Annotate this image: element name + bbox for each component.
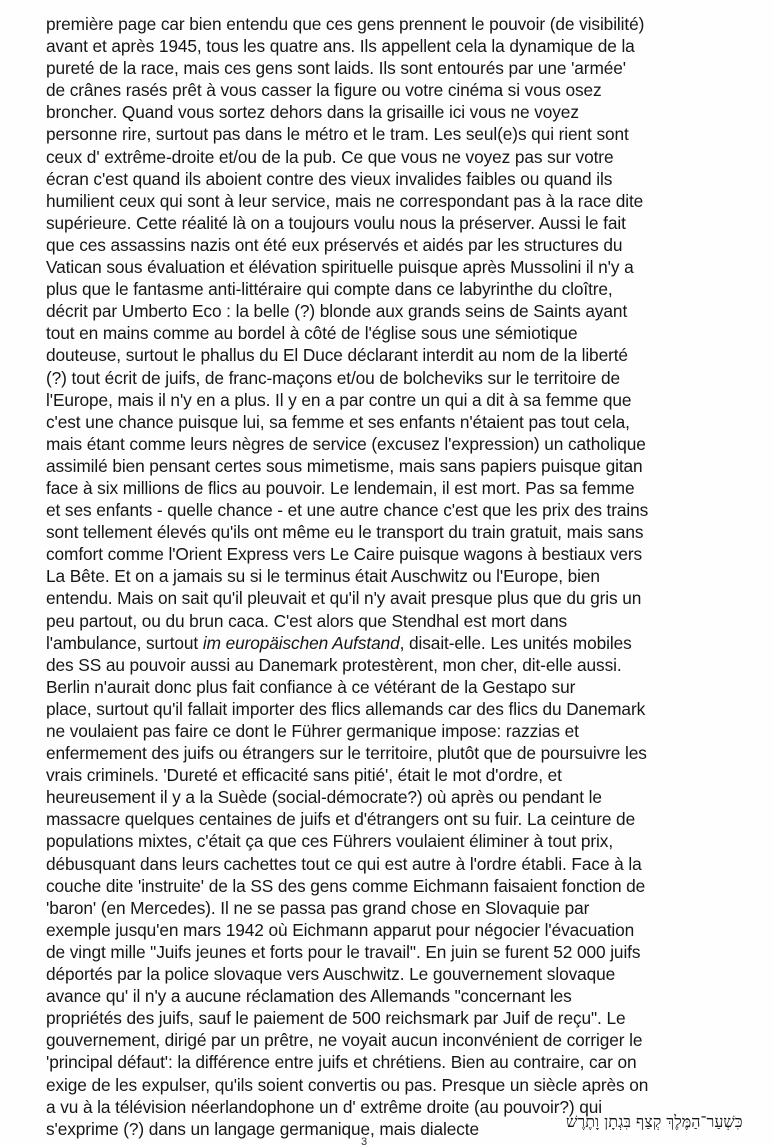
text-line [46, 565, 766, 587]
text-line-content: ceux d' extrême-droite et/ou de la pub. Ce que vous ne voyez pas sur votre [46, 146, 614, 167]
text-line [46, 256, 766, 278]
text-line [46, 146, 766, 168]
text-line [46, 13, 766, 35]
text-line-content: peu partout, ou du brun caca. C'est alors que Stendhal est mort dans [46, 610, 568, 631]
text-line [46, 632, 766, 654]
text-line-content: et ses enfants - quelle chance - et une autre chance c'est que les prix des trains [46, 500, 649, 521]
text-line-content: mais étant comme leurs nègres de service (excusez l'expression) un catholique [46, 433, 646, 454]
text-line-content: de crânes rasés prêt à vous casser la figure ou votre cinéma si vous osez [46, 80, 602, 101]
text-line [46, 764, 766, 786]
text-line-content: exige de les expulser, qu'ils soient convertis ou pas. Presque un siècle après on [46, 1074, 649, 1095]
text-line-content: que ces assassins nazis ont été eux préservés et aidés par les structures du [46, 234, 623, 255]
text-line [46, 543, 766, 565]
text-line-content: des SS au pouvoir aussi au Danemark protestèrent, mon cher, dit-elle aussi. [46, 654, 622, 675]
text-line-content: a vu à la télévision néerlandophone un d' extrême droite (au pouvoir?) qui [46, 1096, 602, 1117]
text-line-content: personne rire, surtout pas dans le métro et le tram. Les seul(e)s qui rient sont [46, 124, 629, 145]
text-line [46, 786, 766, 808]
text-line [46, 587, 766, 609]
text-line [46, 963, 766, 985]
text-line [46, 985, 766, 1007]
text-line-content: broncher. Quand vous sortez dehors dans la grisaille ici vous ne voyez [46, 102, 579, 123]
text-line-content: vrais criminels. 'Dureté et efficacité sans pitié', était le mot d'ordre, et [46, 765, 562, 786]
text-line [46, 1007, 766, 1029]
text-line [46, 433, 766, 455]
text-line-content: face à six millions de flics au pouvoir. Le lendemain, il est mort. Pas sa femme [46, 477, 635, 498]
text-line [46, 742, 766, 764]
text-line-content: enfermement des juifs ou étrangers sur le territoire, plutôt que de poursuivre les [46, 743, 647, 764]
text-line-content: de vingt mille "Juifs jeunes et forts pour le travail". En juin se furent 52 000 juifs [46, 941, 641, 962]
text-line [46, 654, 766, 676]
text-line [46, 521, 766, 543]
text-line [46, 79, 766, 101]
text-line-content: propriétés des juifs, sauf le paiement de 500 reichsmark par Juif de reçu". Le [46, 1008, 626, 1029]
text-line [46, 499, 766, 521]
text-line-content: plus que le fantasme anti-littéraire qui compte dans ce labyrinthe du cloître, [46, 279, 613, 300]
text-line-content: humilient ceux qui sont à leur service, mais ne correspondant pas à la race dite [46, 190, 644, 211]
page-number: 3 [361, 1136, 368, 1148]
text-line [46, 720, 766, 742]
text-line-content: 'baron' (en Mercedes). Il ne se passa pas grand chose en Slovaquie par [46, 897, 590, 918]
text-line [46, 123, 766, 145]
text-line [46, 367, 766, 389]
text-line [46, 875, 766, 897]
text-line [46, 477, 766, 499]
text-line [46, 897, 766, 919]
text-line-content: supérieure. Cette réalité là on a toujours voulu nous la préserver. Aussi le fait [46, 212, 626, 233]
text-line-content: Vatican sous évaluation et élévation spirituelle puisque après Mussolini il n'y a [46, 257, 634, 278]
text-line [46, 698, 766, 720]
text-line-content: s'exprime (?) dans un langage germanique, mais dialecte [46, 1118, 479, 1139]
text-line-content: 'principal défaut': la différence entre juifs et chrétiens. Bien au contraire, car on [46, 1052, 637, 1073]
text-line [46, 389, 766, 411]
text-line [46, 212, 766, 234]
text-line [46, 322, 766, 344]
text-line-content: l'ambulance, surtout [46, 632, 203, 653]
text-line-content: première page car bien entendu que ces gens prennent le pouvoir (de visibilité) [46, 14, 645, 34]
text-line-content: (?) tout écrit de juifs, de franc-maçons et/ou de bolcheviks sur le territoire de [46, 367, 620, 388]
text-line [46, 101, 766, 123]
text-line [46, 941, 766, 963]
text-line [46, 610, 766, 632]
text-line [46, 300, 766, 322]
text-line [46, 1074, 766, 1096]
text-line-content: avant et après 1945, tous les quatre ans. Ils appellent cela la dynamique de la [46, 36, 635, 57]
text-line-content: Berlin n'aurait donc plus fait confiance à ce vétérant de la Gestapo sur [46, 676, 576, 697]
text-line [46, 168, 766, 190]
text-line-content: déportés par la police slovaque vers Auschwitz. Le gouvernement slovaque [46, 964, 616, 985]
text-line [46, 344, 766, 366]
text-line-content: comfort comme l'Orient Express vers Le Caire puisque wagons à bestiaux vers [46, 544, 643, 565]
text-line [46, 853, 766, 875]
text-line [46, 919, 766, 941]
text-line [46, 455, 766, 477]
text-line-content: assimilé bien pensant certes sous mimetisme, mais sans papiers puisque gitan [46, 455, 643, 476]
hebrew-inscription: כִּשְׁעַר־הַמֶּלֶךְ קְצַף בִּגְתָן וָתֶרֶשׁ [566, 1112, 743, 1131]
text-line-content: sont tellement élevés qu'ils ont même eu le transport du train gratuit, mais sans [46, 522, 644, 543]
text-line [46, 830, 766, 852]
text-line [46, 1051, 766, 1073]
text-line-content: gouvernement, dirigé par un prêtre, ne voyait aucun inconvénient de corriger le [46, 1030, 643, 1051]
text-line [46, 190, 766, 212]
text-line [46, 1029, 766, 1051]
text-line-content: douteuse, surtout le phallus du El Duce déclarant interdit au nom de la liberté [46, 345, 628, 366]
text-line-continuation: , disait-elle. Les unités mobiles [399, 632, 632, 653]
text-line-content: entendu. Mais on sait qu'il pleuvait et qu'il n'y avait presque plus que du gris un [46, 588, 642, 609]
text-line-content: tout en mains comme au bordel à côté de l'église sous une sémiotique [46, 323, 578, 344]
italic-phrase: im europäischen Aufstand [202, 632, 400, 653]
text-line-content: massacre quelques centaines de juifs et d'étrangers ont su fuir. La ceinture de [46, 809, 636, 830]
text-line-content: avance qu' il n'y a aucune réclamation des Allemands "concernant les [46, 986, 572, 1007]
text-line-content: débusquant dans leurs cachettes tout ce qui est autre à l'ordre établi. Face à la [46, 853, 642, 874]
text-line [46, 676, 766, 698]
text-line-content: pureté de la race, mais ces gens sont laids. Ils sont entourés par une 'armée' [46, 58, 626, 79]
body-text [46, 13, 766, 1140]
text-line-content: c'est une chance puisque lui, sa femme et ses enfants n'étaient pas tout cela, [46, 411, 630, 432]
text-line [46, 808, 766, 830]
text-line-content: La Bête. Et on a jamais su si le terminus était Auschwitz ou l'Europe, bien [46, 566, 600, 587]
text-line [46, 35, 766, 57]
text-line [46, 57, 766, 79]
text-line-content: place, surtout qu'il fallait importer des flics allemands car des flics du Danemark [46, 698, 646, 719]
text-line-content: l'Europe, mais il n'y en a plus. Il y en a par contre un qui a dit à sa femme que [46, 389, 632, 410]
text-line-content: heureusement il y a la Suède (social-démocrate?) où après ou pendant le [46, 787, 602, 808]
text-line-content: décrit par Umberto Eco : la belle (?) blonde aux grands seins de Saints ayant [46, 301, 628, 322]
text-line [46, 234, 766, 256]
text-line-content: couche dite 'instruite' de la SS des gens comme Eichmann faisaient fonction de [46, 875, 646, 896]
text-line-content: exemple jusqu'en mars 1942 où Eichmann apparut pour négocier l'évacuation [46, 919, 635, 940]
text-line-content: populations mixtes, c'était ça que ces Führers voulaient éliminer à tout prix, [46, 831, 614, 852]
text-line [46, 411, 766, 433]
text-line-content: écran c'est quand ils aboient contre des vieux invalides faibles ou quand ils [46, 168, 613, 189]
text-line [46, 278, 766, 300]
text-line-content: ne voulaient pas faire ce dont le Führer germanique impose: razzias et [46, 721, 579, 741]
